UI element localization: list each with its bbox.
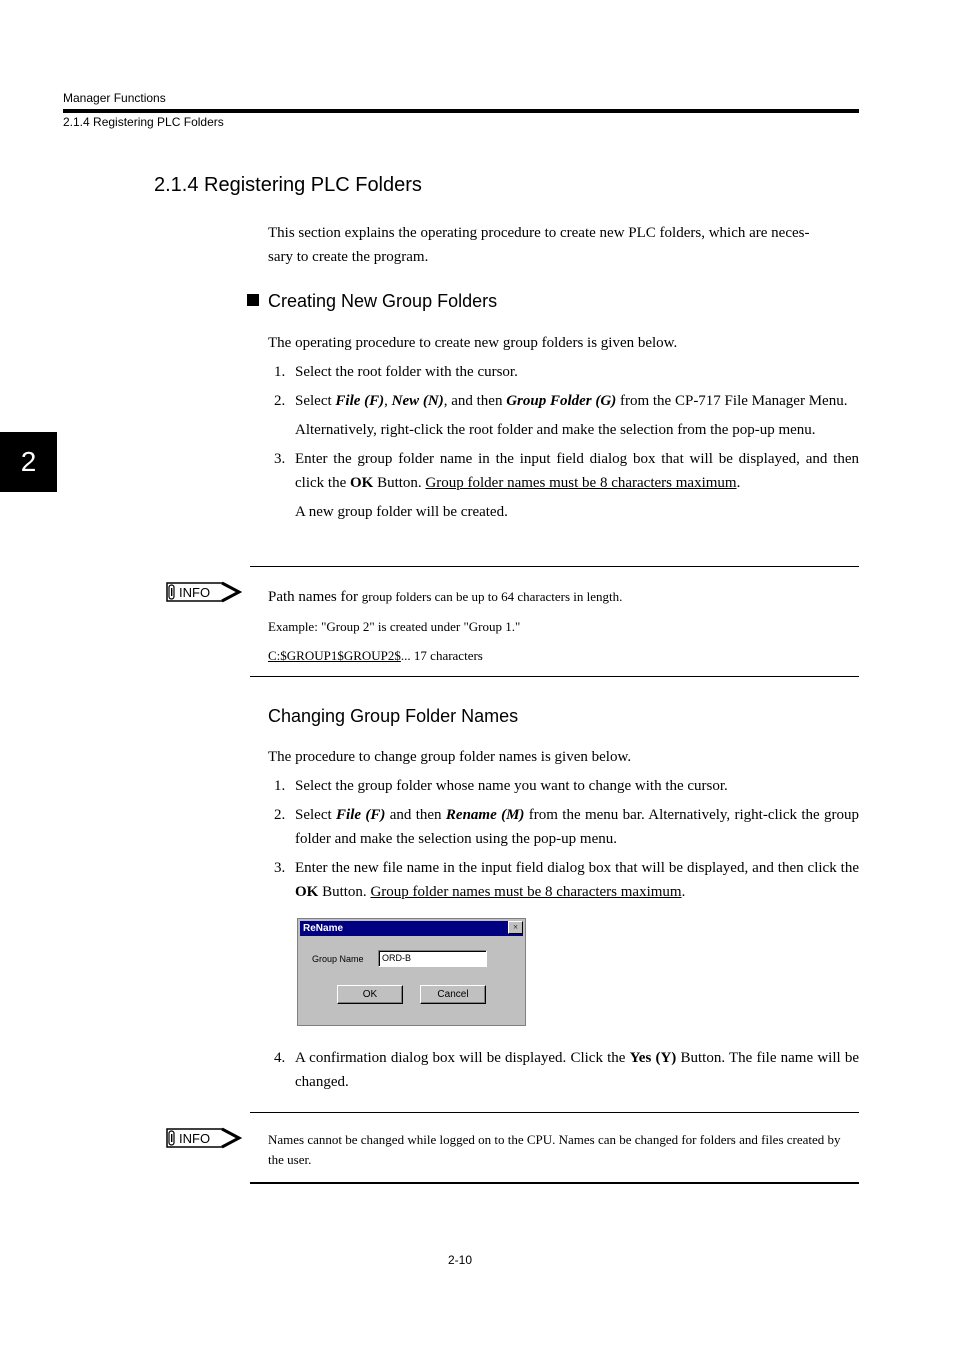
dialog-title: ReName [303, 923, 344, 934]
info2-text: Names cannot be changed while logged on to the CPU. Names can be changed for folders and files created by the user. [268, 1132, 841, 1167]
info-icon [164, 579, 242, 605]
cancel-button[interactable]: Cancel [420, 985, 486, 1004]
header-rule [63, 109, 859, 113]
info2-top-rule [250, 1112, 859, 1113]
section-title: 2.1.4 Registering PLC Folders [154, 174, 422, 196]
creating-heading: Creating New Group Folders [268, 291, 498, 311]
page-number: 2-10 [448, 1253, 473, 1267]
running-header-chapter: Manager Functions [63, 91, 166, 105]
creating-step-3-result: A new group folder will be created. [295, 504, 508, 520]
svg-text:INFO: INFO [179, 1131, 211, 1146]
creating-step-3: 3. Enter the group folder name in the input field dialog box that will be displayed, and then click the OK Button. Group folder names must be 8 characters maximum. [274, 451, 859, 491]
info1-content [268, 582, 859, 670]
info1-line-3: C:$GROUP1$GROUP2$... 17 characters [268, 648, 483, 663]
creating-step-1: 1. Select the root folder with the cursor. [274, 364, 518, 380]
chapter-tab: 2 [0, 432, 57, 492]
info2-bottom-rule [250, 1182, 859, 1184]
changing-step-3: 3. Enter the new file name in the input field dialog box that will be displayed, and then click the OK Button. Group folder names must be 8 characters maximum. [274, 860, 859, 900]
rename-dialog [297, 918, 526, 1026]
changing-lead: The procedure to change group folder names is given below. [268, 749, 632, 765]
creating-procedure [268, 331, 859, 529]
ok-button[interactable]: OK [337, 985, 403, 1004]
dialog-title-bar [300, 921, 523, 936]
info1-bottom-rule [250, 676, 859, 677]
group-name-label: Group Name [312, 954, 364, 964]
intro-line-2: sary to create the program. [268, 249, 429, 265]
square-bullet-icon [247, 294, 259, 306]
creating-lead: The operating procedure to create new group folders is given below. [268, 335, 678, 351]
close-icon[interactable]: × [508, 921, 523, 934]
changing-step-2: 2. Select File (F) and then Rename (M) from the menu bar. Alternatively, right-click the group folder and make the selection using the pop-up menu. [274, 807, 860, 847]
changing-procedure-continued [268, 1046, 859, 1099]
changing-step-4: 4. A confirmation dialog box will be displayed. Click the Yes (Y) Button. The file name will be changed. [274, 1050, 859, 1090]
changing-step-1: 1. Select the group folder whose name you want to change with the cursor. [274, 778, 728, 794]
intro-paragraph [268, 221, 859, 269]
changing-heading: Changing Group Folder Names [268, 706, 519, 726]
svg-text:INFO: INFO [179, 585, 211, 600]
info1-line-2: Example: "Group 2" is created under "Group 1." [268, 619, 521, 634]
running-header-section: 2.1.4 Registering PLC Folders [63, 115, 224, 129]
intro-line-1: This section explains the operating procedure to create new PLC folders, which are neces- [268, 225, 810, 241]
changing-procedure [268, 745, 859, 909]
creating-step-2-alternative: Alternatively, right-click the root folder and make the selection from the pop-up menu. [295, 422, 816, 438]
info1-line-1: Path names for group folders can be up to 64 characters in length. [268, 589, 623, 605]
info-icon [164, 1125, 242, 1151]
creating-step-2: 2. Select File (F), New (N), and then Group Folder (G) from the CP-717 File Manager Menu. [274, 393, 848, 409]
info1-top-rule [250, 566, 859, 567]
group-name-input[interactable]: ORD-B [378, 950, 487, 967]
